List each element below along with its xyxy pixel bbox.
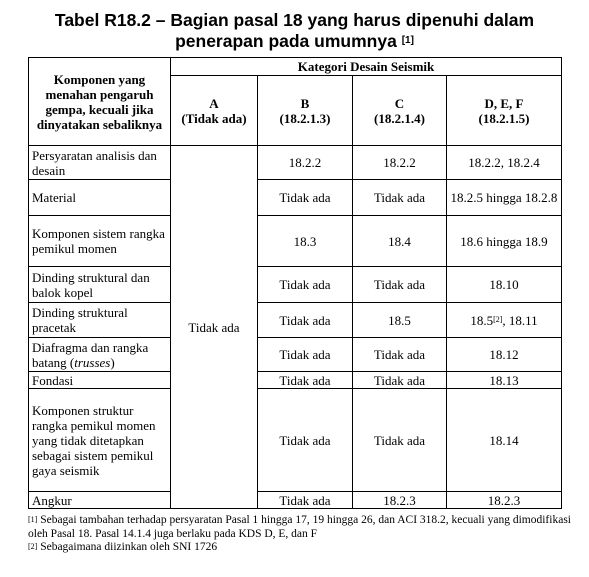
table-row	[29, 146, 562, 180]
row-value-b: Tidak ada	[258, 492, 353, 509]
row-value-def: 18.14	[447, 389, 562, 492]
title-line-2: penerapan pada umumnya [1]	[175, 31, 414, 51]
row-value-b: Tidak ada	[258, 389, 353, 492]
table-row	[29, 267, 562, 303]
footnotes	[28, 514, 573, 555]
table-row	[29, 389, 562, 492]
row-value-b: 18.2.2	[258, 146, 353, 180]
category-header: Kategori Desain Seismik	[171, 58, 562, 76]
table-row	[29, 372, 562, 389]
footnote-ref: [2]	[493, 314, 503, 324]
title-line-1: Tabel R18.2 – Bagian pasal 18 yang harus dipenuhi dalam	[54, 10, 535, 30]
row-value-c: Tidak ada	[353, 180, 447, 216]
row-component: Material	[29, 180, 171, 216]
row-value-def: 18.12	[447, 338, 562, 372]
row-value-c: Tidak ada	[353, 338, 447, 372]
row-component: Persyaratan analisis dan desain	[29, 146, 171, 180]
row-value-b: Tidak ada	[258, 267, 353, 303]
row-value-c: Tidak ada	[353, 389, 447, 492]
row-component: Dinding struktural pracetak	[29, 303, 171, 338]
row-component: Angkur	[29, 492, 171, 509]
row-value-c: 18.2.2	[353, 146, 447, 180]
row-value-b: 18.3	[258, 216, 353, 267]
row-value-b: Tidak ada	[258, 303, 353, 338]
column-header-def: D, E, F (18.2.1.5)	[447, 76, 562, 146]
row-value-def: 18.13	[447, 372, 562, 389]
column-header-c: C (18.2.1.4)	[353, 76, 447, 146]
row-component: Komponen struktur rangka pemikul momen yang tidak ditetapkan sebagai sistem pemikul gaya seismik	[29, 389, 171, 492]
row-value-b: Tidak ada	[258, 338, 353, 372]
component-header: Komponen yang menahan pengaruh gempa, kecuali jika dinyatakan sebaliknya	[29, 58, 171, 146]
row-value-c: 18.5	[353, 303, 447, 338]
table-row	[29, 180, 562, 216]
column-a-value: Tidak ada	[171, 146, 258, 509]
title-footnote-ref: [1]	[401, 35, 414, 46]
row-value-def: 18.5[2], 18.11	[447, 303, 562, 338]
row-value-def: 18.2.2, 18.2.4	[447, 146, 562, 180]
row-value-b: Tidak ada	[258, 180, 353, 216]
row-value-def: 18.10	[447, 267, 562, 303]
row-value-c: Tidak ada	[353, 372, 447, 389]
table-title	[0, 10, 589, 52]
seismic-requirements-table	[28, 57, 562, 509]
row-value-c: Tidak ada	[353, 267, 447, 303]
row-component: Komponen sistem rangka pemikul momen	[29, 216, 171, 267]
table-row	[29, 216, 562, 267]
column-header-b: B (18.2.1.3)	[258, 76, 353, 146]
row-value-b: Tidak ada	[258, 372, 353, 389]
table-row	[29, 492, 562, 509]
row-component: Diafragma dan rangka batang (trusses)	[29, 338, 171, 372]
table-row	[29, 303, 562, 338]
row-value-def: 18.6 hingga 18.9	[447, 216, 562, 267]
row-component: Fondasi	[29, 372, 171, 389]
footnote-2: [2] Sebagaimana diizinkan oleh SNI 1726	[28, 541, 218, 553]
row-value-def: 18.2.5 hingga 18.2.8	[447, 180, 562, 216]
row-component: Dinding struktural dan balok kopel	[29, 267, 171, 303]
column-header-a: A (Tidak ada)	[171, 76, 258, 146]
row-value-c: 18.4	[353, 216, 447, 267]
table-row	[29, 338, 562, 372]
footnote-1: [1] Sebagai tambahan terhadap persyaratan Pasal 1 hingga 17, 19 hingga 26, dan ACI 318.2, kecuali yang dimodifikasi oleh Pasal 18. Pasal 14.1.4 juga berlaku pada KDS D, E, dan F	[28, 514, 571, 540]
row-value-c: 18.2.3	[353, 492, 447, 509]
row-value-def: 18.2.3	[447, 492, 562, 509]
